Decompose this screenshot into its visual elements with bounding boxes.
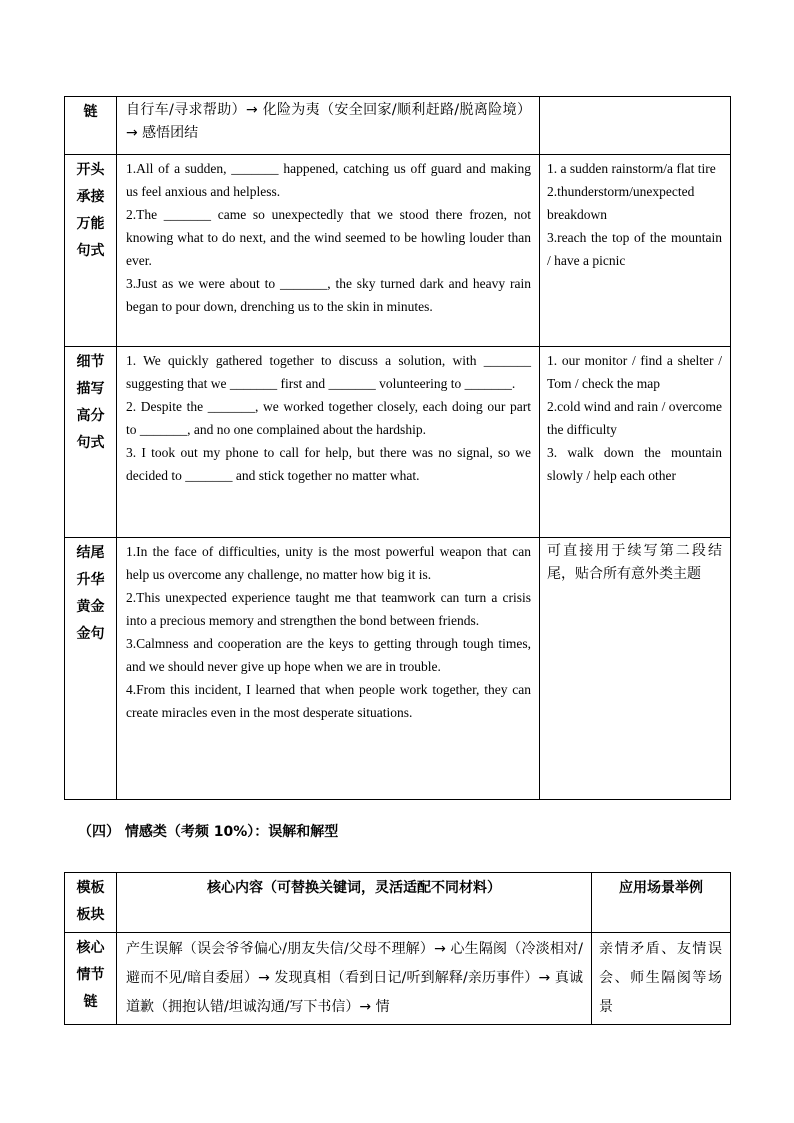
example-line: 2.thunderstorm/unexpected breakdown [547,184,695,222]
table-row [65,155,731,347]
example-line: 1. a sudden rainstorm/a flat tire [547,161,716,176]
row-label: 结尾升华黄金金句 [65,538,117,800]
row-label: 核心情节链 [65,933,117,1025]
content-line: 1.All of a sudden, _______ happened, catching us off guard and making us feel anxious and helpless. [126,161,531,199]
column-header: 应用场景举例 [592,873,731,933]
row-examples [540,347,731,538]
content-line: 2. Despite the _______, we worked together closely, each doing our part to _______, and no one complained about the hardship. [126,399,531,437]
content-line: 1.In the face of difficulties, unity is the most powerful weapon that can help us overcome any challenge, no matter how big it is. [126,544,531,582]
content-line: 3. I took out my phone to call for help, but there was no signal, so we decided to _______ and stick together no matter what. [126,445,531,483]
row-examples [540,538,731,800]
row-examples [540,155,731,347]
example-line: 2.cold wind and rain / overcome the difficulty [547,399,722,437]
row-content: 产生误解（误会爷爷偏心/朋友失信/父母不理解）→ 心生隔阂（冷淡相对/避而不见/暗自委屈）→ 发现真相（看到日记/听到解释/亲历事件）→ 真诚道歉（拥抱认错/坦诚沟通/写下书信）→ 情 [117,933,592,1025]
table-row [65,97,731,155]
content-line: 2.This unexpected experience taught me that teamwork can turn a crisis into a precious memory and strengthen the bond between friends. [126,590,531,628]
table-row [65,347,731,538]
content-line: 4.From this incident, I learned that when people work together, they can create miracles even in the most desperate situations. [126,682,531,720]
row-label: 链 [65,97,117,155]
column-header: 核心内容（可替换关键词，灵活适配不同材料） [117,873,592,933]
row-content [117,347,540,538]
row-content [117,97,540,155]
table-row [65,538,731,800]
content-line: 1. We quickly gathered together to discuss a solution, with _______ suggesting that we _______ first and _______ volunteering to _______. [126,353,531,391]
template-table-emotion [64,872,731,1025]
content-line: 3.Just as we were about to _______, the sky turned dark and heavy rain began to pour down, drenching us to the skin in minutes. [126,276,531,314]
row-label: 开头承接万能句式 [65,155,117,347]
content-line: 2.The _______ came so unexpectedly that we stood there frozen, not knowing what to do next, and the wind seemed to be howling louder than ever. [126,207,531,268]
row-content [117,538,540,800]
section-heading: （四） 情感类（考频 10%）：误解和解型 [78,824,339,840]
example-line: 1. our monitor / find a shelter / Tom / check the map [547,353,722,391]
table-header-row [65,873,731,933]
table-row [65,933,731,1025]
example-line: 3. walk down the mountain slowly / help each other [547,445,722,483]
template-table-accident [64,96,731,800]
row-label: 细节描写高分句式 [65,347,117,538]
content-line: 3.Calmness and cooperation are the keys to getting through tough times, and we should never give up hope when we are in trouble. [126,636,531,674]
row-example: 亲情矛盾、友情误会、师生隔阂等场景 [592,933,731,1025]
column-header: 模板板块 [65,873,117,933]
row-examples [540,97,731,155]
content-line: 自行车/寻求帮助）→ 化险为夷（安全回家/顺利赶路/脱离险境）→ 感悟团结 [126,102,531,141]
example-line: 可直接用于续写第二段结尾，贴合所有意外类主题 [547,543,722,582]
row-content [117,155,540,347]
example-line: 3.reach the top of the mountain / have a picnic [547,230,722,268]
